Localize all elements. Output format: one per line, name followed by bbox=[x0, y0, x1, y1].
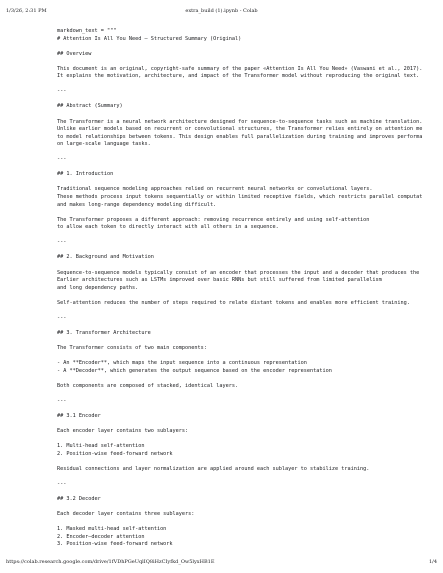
code-line: This document is an original, copyright-safe summary of the paper «Attention Is All You Need» (Vaswani et al., 2017). bbox=[57, 65, 423, 72]
code-line: - A **Decoder**, which generates the output sequence based on the encoder representation bbox=[57, 367, 332, 374]
code-line: Each decoder layer contains three sublayers: bbox=[57, 511, 195, 517]
code-line bbox=[57, 232, 434, 240]
code-line: The Transformer proposes a different approach: removing recurrence entirely and using self-attention bbox=[57, 216, 370, 223]
code-line: to allow each token to directly interact with all others in a sequence. bbox=[57, 224, 279, 231]
code-line: ## Abstract (Summary) bbox=[57, 103, 123, 110]
code-editor[interactable] bbox=[57, 28, 434, 553]
code-line: The Transformer consists of two main components: bbox=[57, 344, 207, 351]
code-line: ## 1. Introduction bbox=[57, 171, 114, 178]
code-line bbox=[57, 81, 434, 89]
code-line bbox=[57, 209, 434, 217]
print-date: 1/3/26, 2:31 PM bbox=[6, 8, 47, 14]
code-line: --- bbox=[57, 480, 67, 487]
code-line bbox=[57, 436, 434, 444]
code-line bbox=[57, 390, 434, 398]
code-line bbox=[57, 353, 434, 361]
code-cell[interactable] bbox=[57, 28, 434, 553]
code-line bbox=[57, 307, 434, 315]
code-line bbox=[57, 262, 434, 270]
code-line: 1. Masked multi-head self-attention bbox=[57, 526, 167, 533]
code-line bbox=[57, 473, 434, 481]
code-line: and makes long-range dependency modeling difficult. bbox=[57, 201, 217, 208]
code-line: Traditional sequence modeling approaches relied on recurrent neural networks or convolutional layers. bbox=[57, 186, 373, 193]
code-line bbox=[57, 111, 434, 119]
print-url: https://colab.research.google.com/drive/1fVDhPGeUqlIQ8iHzCIyfkd_Ow5lyxHB1E bbox=[6, 559, 215, 565]
code-line: --- bbox=[57, 156, 67, 163]
code-line bbox=[57, 179, 434, 187]
code-line: - An **Encoder**, which maps the input sequence into a continuous representation bbox=[57, 360, 307, 367]
code-line bbox=[57, 96, 434, 104]
code-line: Self-attention reduces the number of steps required to relate distant tokens and enables more efficient training. bbox=[57, 299, 410, 306]
code-line: The Transformer is a neural network architecture designed for sequence-to-sequence tasks such as machine translation. bbox=[57, 118, 423, 125]
code-line: Sequence-to-sequence models typically consist of an encoder that processes the input and a decoder that produces the bbox=[57, 269, 420, 276]
code-line: markdown_text = """ bbox=[57, 28, 117, 34]
code-line: --- bbox=[57, 239, 67, 246]
code-line bbox=[57, 43, 434, 51]
code-line: # Attention Is All You Need — Structured Summary (Original) bbox=[57, 35, 242, 42]
code-line bbox=[57, 519, 434, 527]
code-line: to model relationships between tokens. This design enables full parallelization during training and improves performa bbox=[57, 133, 423, 140]
code-line bbox=[57, 247, 434, 255]
code-line bbox=[57, 503, 434, 511]
code-line bbox=[57, 322, 434, 330]
print-footer bbox=[6, 557, 437, 567]
code-line: These methods process input tokens sequentially or within limited receptive fields, which restricts parallel computat bbox=[57, 194, 423, 201]
code-line: It explains the motivation, architecture, and impact of the Transformer model without reproducing the original text. bbox=[57, 73, 420, 80]
page-number: 1/4 bbox=[428, 559, 437, 565]
code-line: 1. Multi-head self-attention bbox=[57, 443, 145, 450]
code-line: 2. Position-wise feed-forward network bbox=[57, 450, 173, 457]
code-line: Unlike earlier models based on recurrent or convolutional structures, the Transformer relies entirely on attention me bbox=[57, 126, 423, 133]
code-line bbox=[57, 375, 434, 383]
code-line bbox=[57, 164, 434, 172]
code-line bbox=[57, 292, 434, 300]
code-line: ## 3.1 Encoder bbox=[57, 412, 101, 419]
code-line: --- bbox=[57, 88, 67, 95]
code-line: --- bbox=[57, 314, 67, 321]
code-line bbox=[57, 458, 434, 466]
code-line: --- bbox=[57, 397, 67, 404]
print-header bbox=[6, 6, 437, 16]
code-line: and long dependency paths. bbox=[57, 284, 139, 291]
code-line bbox=[57, 337, 434, 345]
code-line: ## 2. Background and Motivation bbox=[57, 254, 154, 261]
code-line bbox=[57, 58, 434, 66]
code-line: Both components are composed of stacked, identical layers. bbox=[57, 382, 239, 389]
code-line: 3. Position-wise feed-forward network bbox=[57, 541, 173, 548]
code-line: ## 3. Transformer Architecture bbox=[57, 329, 151, 336]
code-line: on large-scale language tasks. bbox=[57, 141, 151, 148]
code-line: Residual connections and layer normalization are applied around each sublayer to stabilize training. bbox=[57, 465, 370, 472]
code-line bbox=[57, 405, 434, 413]
code-line bbox=[57, 488, 434, 496]
code-line: Each encoder layer contains two sublayers: bbox=[57, 427, 189, 434]
print-page-title: extra_build (1).ipynb - Colab bbox=[185, 8, 258, 14]
code-line: ## Overview bbox=[57, 50, 92, 57]
code-line: 2. Encoder–decoder attention bbox=[57, 533, 145, 540]
code-line bbox=[57, 149, 434, 157]
code-line bbox=[57, 549, 434, 553]
code-line: ## 3.2 Decoder bbox=[57, 495, 101, 502]
code-line: Earlier architectures such as LSTMs improved over basic RNNs but still suffered from limited parallelism bbox=[57, 277, 382, 284]
code-line bbox=[57, 420, 434, 428]
